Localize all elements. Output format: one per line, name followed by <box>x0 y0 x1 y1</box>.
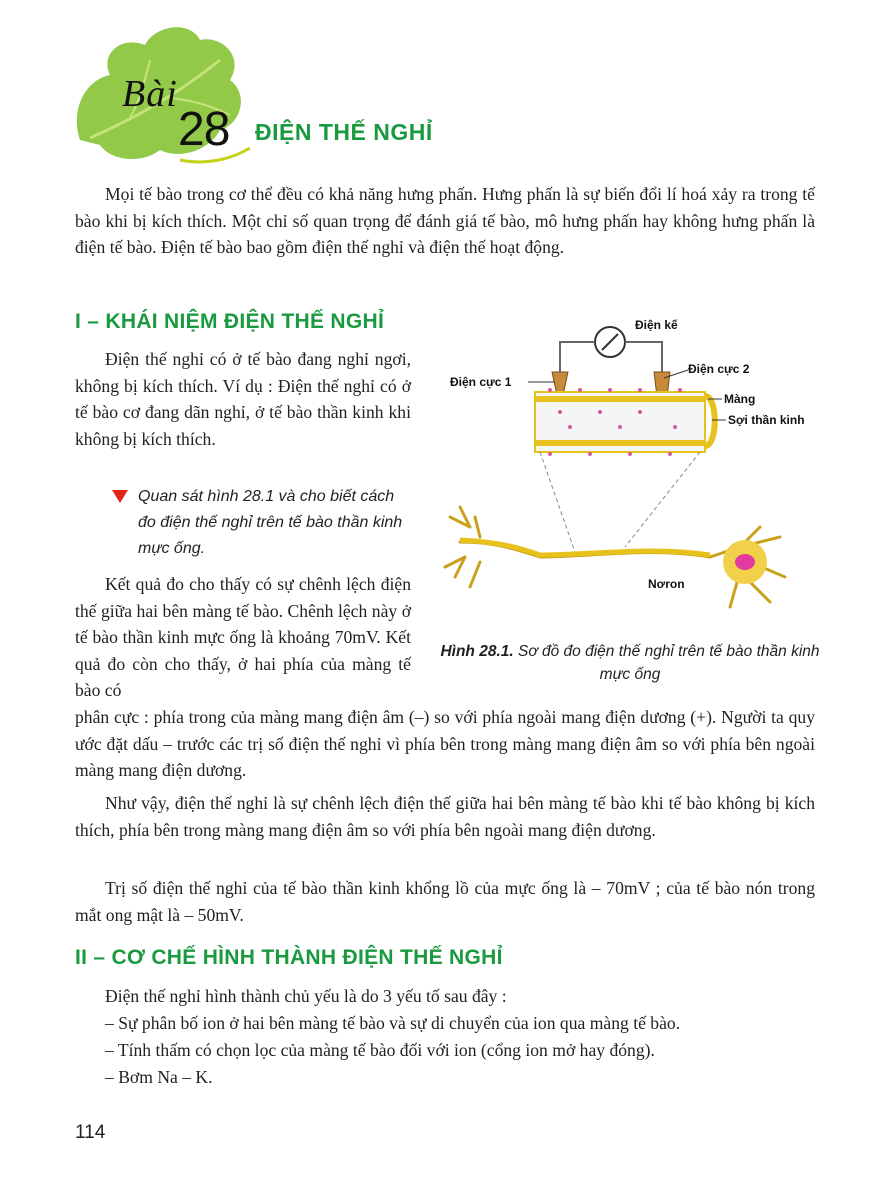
question-box <box>112 484 412 562</box>
section-1-paragraph-2-column: Kết quả đo cho thấy có sự chênh lệch điện thế giữa hai bên màng tế bào. Chênh lệch này ở tế bào thần kinh mực ống là khoảng 70mV. Kết quả đo còn cho thấy, ở hai phía của màng tế bào có <box>75 574 411 700</box>
section-1-paragraph-3: Như vậy, điện thế nghỉ là sự chênh lệch điện thế giữa hai bên màng tế bào khi tế bào không bị kích thích, phía bên trong màng mang điện âm so với phía bên ngoài mang điện dương. <box>75 793 815 840</box>
label-galvanometer: Điện kế <box>635 318 678 332</box>
label-electrode-1: Điện cực 1 <box>450 375 512 389</box>
neuron-measurement-diagram <box>440 312 820 622</box>
caption-text: Sơ đồ đo điện thế nghỉ trên tế bào thần kinh mực ống <box>518 643 820 683</box>
label-membrane: Màng <box>724 392 756 406</box>
section-1-paragraph-1: Điện thế nghỉ có ở tế bào đang nghỉ ngơi, không bị kích thích. Ví dụ : Điện thế nghỉ có ở tế bào cơ đang dãn nghỉ, ở tế bào thần kinh khi không bị kích thích. <box>75 349 411 449</box>
figure-28-1 <box>440 312 820 692</box>
lesson-number: 28 <box>178 103 230 156</box>
figure-caption <box>440 640 820 686</box>
question-text: Quan sát hình 28.1 và cho biết cách đo điện thế nghỉ trên tế bào thần kinh mực ống. <box>138 488 403 557</box>
neuron-nucleus <box>735 554 755 570</box>
section-2-heading: II – CƠ CHẾ HÌNH THÀNH ĐIỆN THẾ NGHỈ <box>75 946 503 969</box>
section-2-item: – Sự phân bố ion ở hai bên màng tế bào và sự di chuyển của ion qua màng tế bào. <box>105 1013 681 1033</box>
section-2-intro: Điện thế nghỉ hình thành chủ yếu là do 3 yếu tố sau đây : <box>105 986 507 1006</box>
intro-paragraph: Mọi tế bào trong cơ thể đều có khả năng hưng phấn. Hưng phấn là sự biến đổi lí hoá xảy ra trong tế bào khi bị kích thích. Một chỉ số quan trọng để đánh giá tế bào, mô hưng phấn hay không hưng phấn là điện tế bào. Điện tế bào bao gồm điện thế nghỉ và điện thế hoạt động. <box>75 184 815 257</box>
section-2-item: – Tính thấm có chọn lọc của màng tế bào đối với ion (cổng ion mở hay đóng). <box>105 1040 655 1060</box>
section-1-heading: I – KHÁI NIỆM ĐIỆN THẾ NGHỈ <box>75 310 385 333</box>
section-1-paragraph-2-continued: phân cực : phía trong của màng mang điện âm (–) so với phía ngoài mang điện dương (+). Người ta quy ước đặt dấu – trước các trị số điện thế nghỉ vì phía bên trong màng mang điện âm so với phía bên ngoài màng mang điện dương. <box>75 707 815 780</box>
triangle-marker-icon <box>112 490 128 504</box>
caption-label: Hình 28.1. <box>440 643 514 660</box>
label-nerve-fiber: Sợi thần kinh <box>728 413 805 427</box>
lesson-title: ĐIỆN THẾ NGHỈ <box>255 119 433 145</box>
label-electrode-2: Điện cực 2 <box>688 362 750 376</box>
section-2-item: – Bơm Na – K. <box>105 1067 213 1087</box>
lesson-header <box>60 20 480 180</box>
section-1-paragraph-4: Trị số điện thế nghỉ của tế bào thần kinh khổng lồ của mực ống là – 70mV ; của tế bào nón trong mắt ong mật là – 50mV. <box>75 878 815 925</box>
page-number: 114 <box>75 1122 106 1143</box>
label-neuron: Nơron <box>648 577 685 591</box>
lesson-label: Bài <box>122 73 178 115</box>
